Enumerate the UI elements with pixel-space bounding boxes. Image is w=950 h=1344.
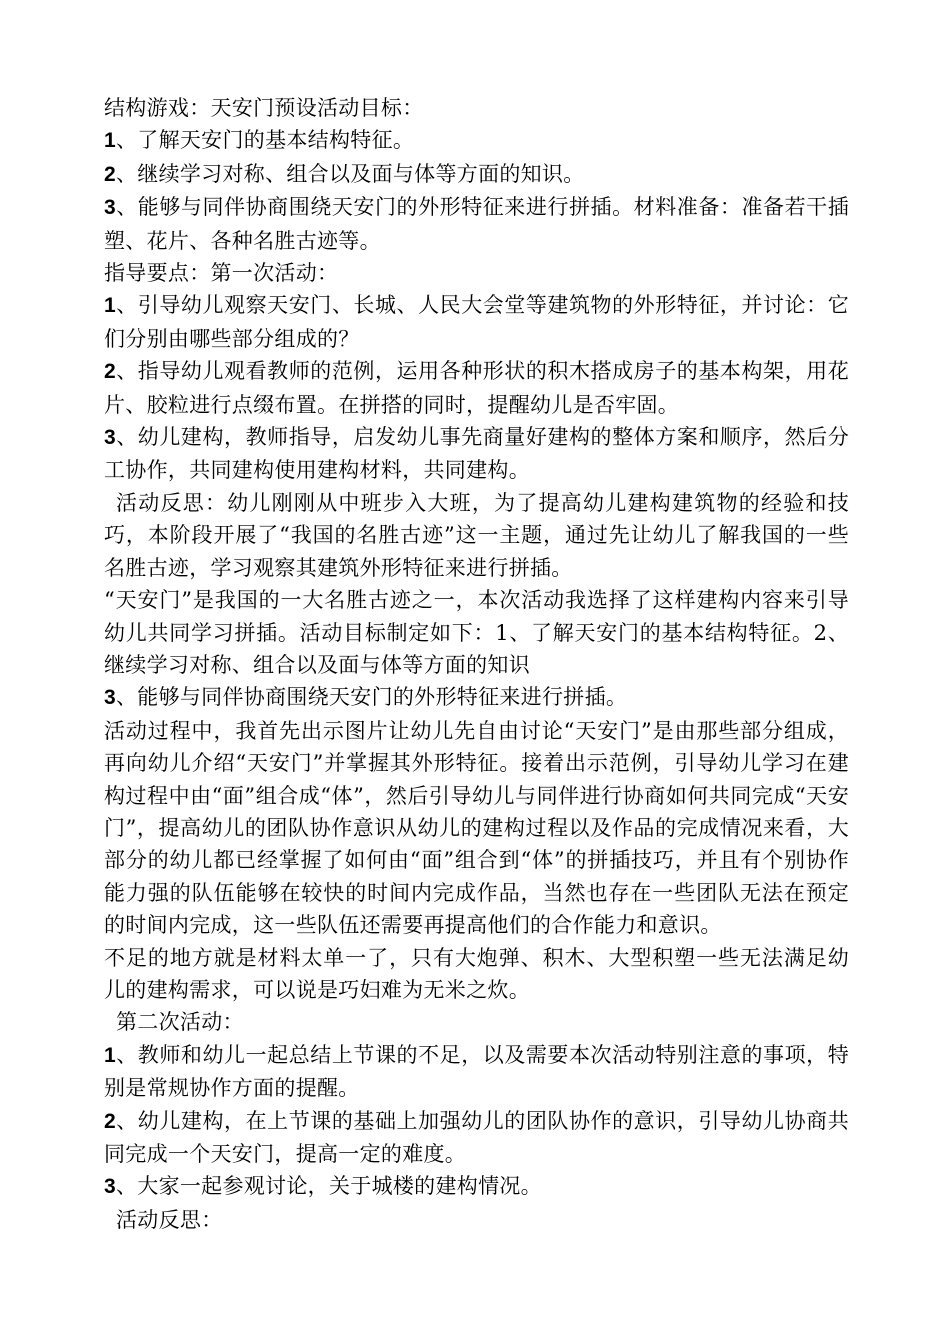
paragraph-text: 、引导幼儿观察天安门、长城、人民大会堂等建筑物的外形特征，并讨论：它们分别由哪些部分组成的？: [104, 293, 849, 351]
paragraph-text: 、教师和幼儿一起总结上节课的不足，以及需要本次活动特别注意的事项，特别是常规协作方面的提醒。: [104, 1042, 849, 1101]
item-number: 3: [104, 426, 116, 450]
item-number: 1: [104, 294, 116, 318]
paragraph-text: 活动反思：: [116, 1207, 223, 1232]
shortcoming-paragraph: [104, 942, 849, 1007]
guidance-item-1: [104, 289, 849, 355]
second-item-3: [104, 1170, 849, 1203]
guidance-item-3: [104, 421, 849, 487]
paragraph-text: 、大家一起参观讨论，关于城楼的建构情况。: [115, 1174, 542, 1199]
item-number: 2: [104, 360, 116, 384]
paragraph-text: 不足的地方就是材料太单一了，只有大炮弹、积木、大型积塑一些无法满足幼儿的建构需求，可以说是巧妇难为无米之炊。: [104, 945, 849, 1002]
goal-item-3: [104, 191, 849, 257]
item-number: 1: [104, 1043, 116, 1067]
paragraph-text: 活动反思：幼儿刚刚从中班步入大班，为了提高幼儿建构建筑物的经验和技巧，本阶段开展了“我国的名胜古迹”这一主题，通过先让幼儿了解我国的一些名胜古迹，学习观察其建筑外形特征来进行拼插。: [104, 490, 849, 580]
second-item-1: [104, 1039, 849, 1105]
guidance-heading: [104, 257, 849, 289]
item-number: 2: [104, 162, 116, 186]
document-page: [104, 92, 849, 1236]
goal-item-2: [104, 158, 849, 191]
paragraph-text: 、幼儿建构，教师指导，启发幼儿事先商量好建构的整体方案和顺序，然后分工协作，共同建构使用建构材料，共同建构。: [104, 425, 849, 483]
paragraph-text: 结构游戏：天安门预设活动目标：: [104, 96, 424, 120]
paragraph-text: 、幼儿建构，在上节课的基础上加强幼儿的团队协作的意识，引导幼儿协商共同完成一个天安门，提高一定的难度。: [104, 1108, 849, 1166]
tiananmen-paragraph: [104, 584, 849, 681]
paragraph-text: 、能够与同伴协商围绕天安门的外形特征来进行拼插。: [115, 685, 628, 710]
paragraph-text: 第二次活动：: [116, 1010, 244, 1035]
item-number: 3: [104, 1175, 116, 1199]
paragraph-text: 、能够与同伴协商围绕天安门的外形特征来进行拼插。材料准备：准备若干插塑、花片、各种名胜古迹等。: [104, 195, 849, 253]
item-number: 2: [104, 1109, 116, 1133]
paragraph-text: 、了解天安门的基本结构特征。: [115, 128, 415, 153]
item-number: 3: [104, 196, 116, 220]
second-activity-heading: [104, 1006, 849, 1038]
process-paragraph: [104, 715, 849, 942]
item-number: 1: [104, 129, 116, 153]
paragraph-text: 、指导幼儿观看教师的范例，运用各种形状的积木搭成房子的基本构架，用花片、胶粒进行点缀布置。在拼搭的同时，提醒幼儿是否牢固。: [104, 359, 849, 417]
paragraph-text: 指导要点：第一次活动：: [104, 261, 339, 286]
item-number: 3: [104, 686, 116, 710]
heading-line: [104, 92, 849, 124]
guidance-item-2: [104, 355, 849, 421]
final-reflection-heading: [104, 1204, 849, 1236]
paragraph-text: 活动过程中，我首先出示图片让幼儿先自由讨论“天安门”是由那些部分组成，再向幼儿介绍“天安门”并掌握其外形特征。接着出示范例，引导幼儿学习在建构过程中由“面”组合成“体”，然后引导幼儿与同伴进行协商如何共同完成“天安门”，提高幼儿的团队协作意识从幼儿的建构过程以及作品的完成情况来看，大部分的幼儿都已经掌握了如何由“面”组合到“体”的拼插技巧，并且有个别协作能力强的队伍能够在较快的时间内完成作品，当然也存在一些团队无法在预定的时间内完成，这一些队伍还需要再提高他们的合作能力和意识。: [104, 718, 849, 938]
reflection-paragraph: [104, 487, 849, 584]
goal-repeat-item-3: [104, 681, 849, 714]
paragraph-text: 、继续学习对称、组合以及面与体等方面的知识。: [115, 161, 585, 186]
paragraph-text: “天安门”是我国的一大名胜古迹之一，本次活动我选择了这样建构内容来引导幼儿共同学习拼插。活动目标制定如下：1、了解天安门的基本结构特征。2、继续学习对称、组合以及面与体等方面的知识: [104, 588, 849, 677]
second-item-2: [104, 1105, 849, 1171]
goal-item-1: [104, 124, 849, 157]
